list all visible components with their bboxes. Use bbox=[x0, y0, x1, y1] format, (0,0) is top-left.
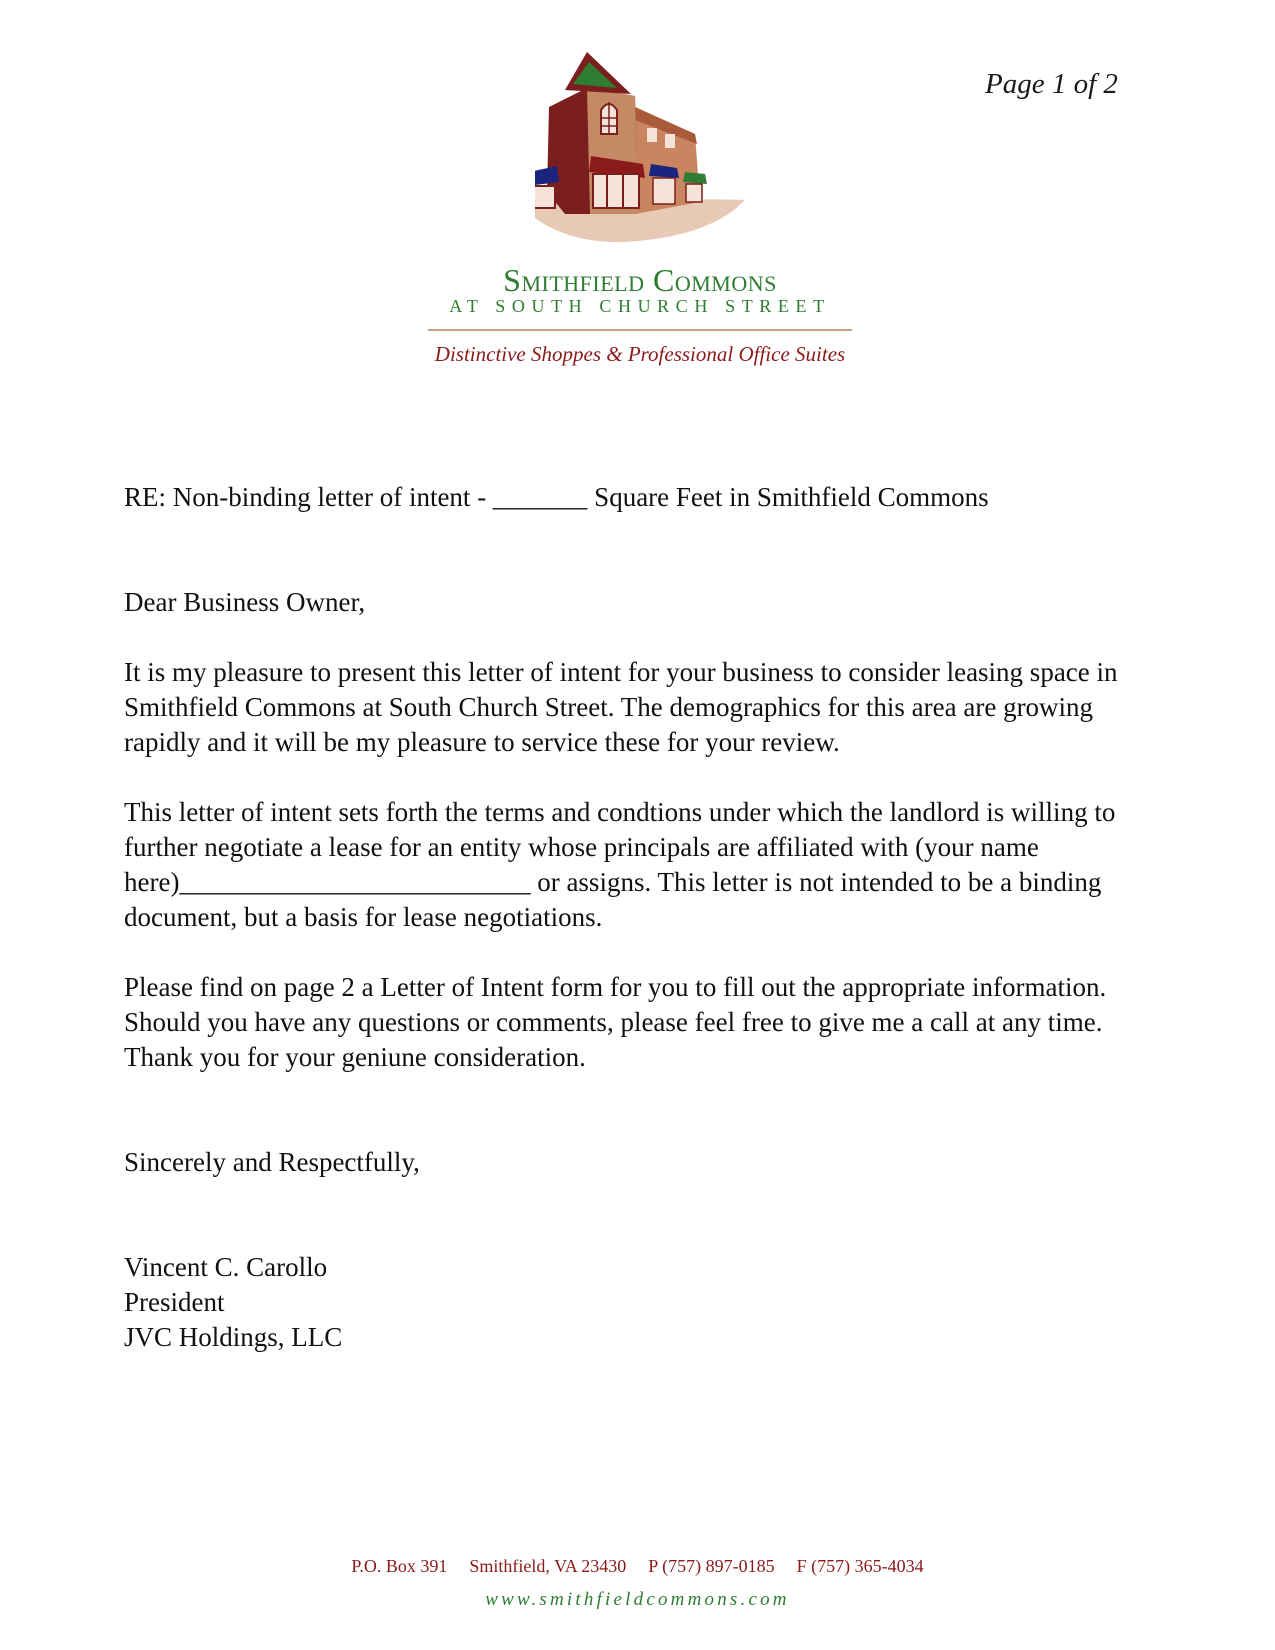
brand-subtitle: AT SOUTH CHURCH STREET bbox=[449, 296, 831, 316]
brand-name bbox=[400, 262, 880, 299]
letter-subject: RE: Non-binding letter of intent - _______ Square Feet in Smithfield Commons bbox=[124, 482, 989, 512]
signer-title: President bbox=[124, 1287, 225, 1317]
letter-body bbox=[124, 480, 1164, 1355]
letter-paragraph-3: Please find on page 2 a Letter of Intent form for you to fill out the appropriate information. Should you have any questions or comments, please feel free to give me a call at any time. Thank you for your geniune consideration. bbox=[124, 972, 1107, 1072]
signer-company: JVC Holdings, LLC bbox=[124, 1322, 343, 1352]
footer-phone: P (757) 897-0185 bbox=[648, 1556, 775, 1576]
letter-paragraph-2: This letter of intent sets forth the terms and condtions under which the landlord is willing to further negotiate a lease for an entity whose principals are affiliated with (your name here)__________________________ or assigns. This letter is not intended to be a binding document, but a basis for lease negotiations. bbox=[124, 797, 1116, 932]
brand-tagline: Distinctive Shoppes & Professional Office Suites bbox=[434, 342, 846, 366]
footer-contact bbox=[0, 1556, 1275, 1577]
letter-paragraph-1: It is my pleasure to present this letter of intent for your business to consider leasing space in Smithfield Commons at South Church Street. The demographics for this area are growing rapidly and it will be my pleasure to service these for your review. bbox=[124, 657, 1118, 757]
page-number: Page 1 of 2 bbox=[985, 68, 1118, 100]
brand-divider bbox=[428, 329, 852, 331]
brand-name-second: Commons bbox=[652, 262, 777, 298]
letter-closing: Sincerely and Respectfully, bbox=[124, 1147, 420, 1177]
building-logo-icon bbox=[535, 52, 755, 257]
signer-name: Vincent C. Carollo bbox=[124, 1252, 328, 1282]
letter-salutation: Dear Business Owner, bbox=[124, 587, 366, 617]
footer-fax: F (757) 365-4034 bbox=[796, 1556, 924, 1576]
footer-city: Smithfield, VA 23430 bbox=[469, 1556, 627, 1576]
footer-website[interactable]: www.smithfieldcommons.com bbox=[485, 1589, 790, 1610]
footer-po-box: P.O. Box 391 bbox=[351, 1556, 448, 1576]
brand-name-first: Smithfield bbox=[503, 262, 645, 298]
